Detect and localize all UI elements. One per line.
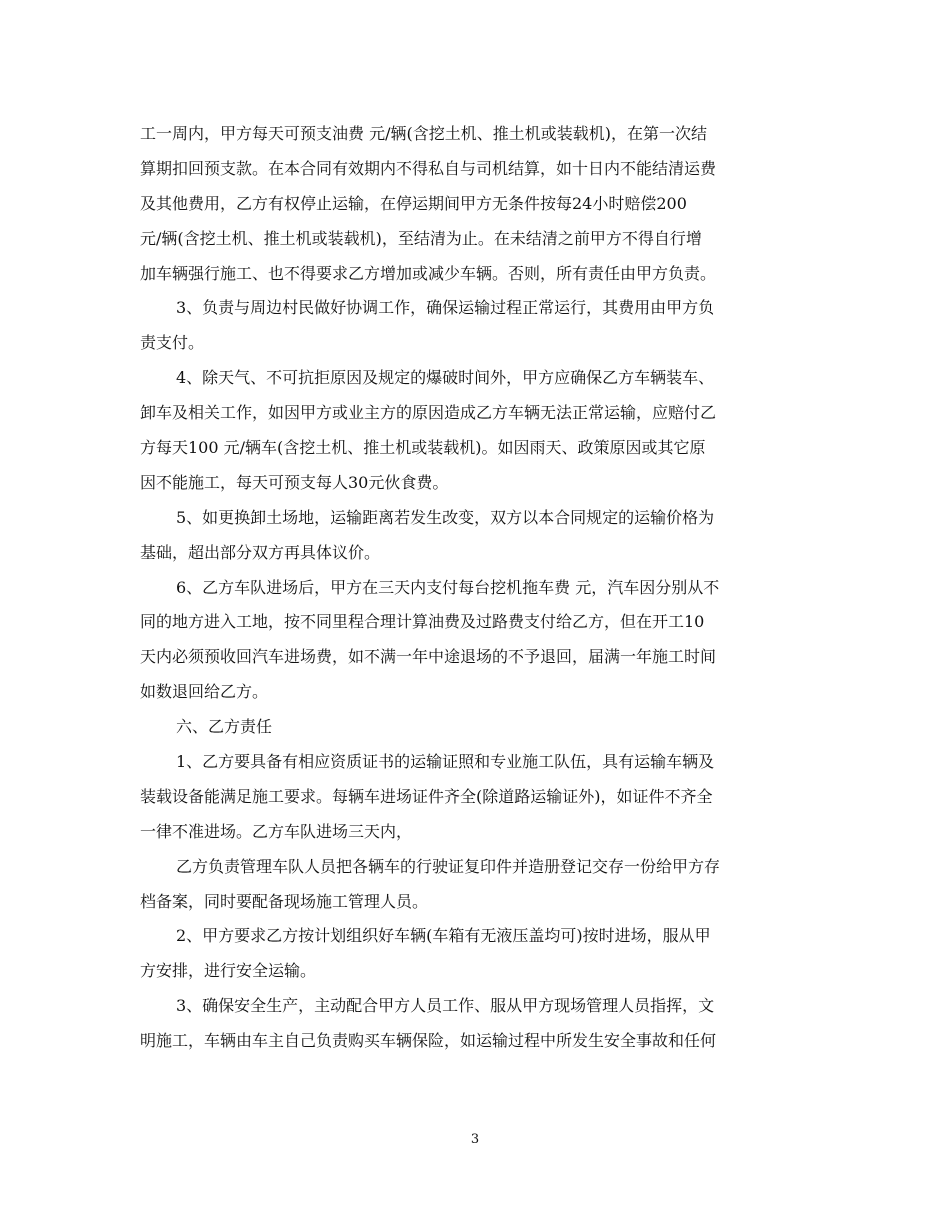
- text-line: 6、乙方车队进场后，甲方在三天内支付每台挖机拖车费 元，汽车因分别从不: [176, 577, 720, 597]
- text-line: 乙方负责管理车队人员把各辆车的行驶证复印件并造册登记交存一份给甲方存: [176, 856, 721, 876]
- text-line: 4、除天气、不可抗拒原因及规定的爆破时间外，甲方应确保乙方车辆装车、: [176, 368, 715, 388]
- text-line: 一律不准进场。乙方车队进场三天内，: [140, 821, 413, 841]
- document-body: [140, 117, 812, 1059]
- text-line: 工一周内，甲方每天可预支油费 元/辆(含挖土机、推土机或装载机)，在第一次结: [140, 124, 707, 143]
- text-line: 2、甲方要求乙方按计划组织好车辆(车箱有无液压盖均可)按时进场，服从甲: [176, 926, 711, 946]
- text-line: 3、确保安全生产，主动配合甲方人员工作、服从甲方现场管理人员指挥，文: [176, 996, 715, 1016]
- text-line: 5、如更换卸土场地，运输距离若发生改变，双方以本合同规定的运输价格为: [176, 507, 715, 527]
- text-line: 明施工，车辆由车主自己负责购买车辆保险，如运输过程中所发生安全事故和任何: [140, 1031, 717, 1051]
- text-line: 卸车及相关工作，如因甲方或业主方的原因造成乙方车辆无法正常运输，应赔付乙: [140, 403, 717, 423]
- text-line: 1、乙方要具备有相应资质证书的运输证照和专业施工队伍，具有运输车辆及: [176, 752, 715, 772]
- section-heading: 六、乙方责任: [176, 717, 273, 737]
- text-line: 同的地方进入工地，按不同里程合理计算油费及过路费支付给乙方，但在开工10: [140, 612, 705, 632]
- text-line: 责支付。: [140, 333, 205, 353]
- text-line: 元/辆(含挖土机、推土机或装载机)，至结清为止。在未结清之前甲方不得自行增: [140, 228, 702, 248]
- text-line: 装载设备能满足施工要求。每辆车进场证件齐全(除道路运输证外)，如证件不齐全: [140, 786, 713, 806]
- text-line: 因不能施工，每天可预支每人30元伙食费。: [140, 472, 449, 492]
- page-number: 3: [470, 1132, 480, 1147]
- text-line: 加车辆强行施工、也不得要求乙方增加或减少车辆。否则，所有责任由甲方负责。: [140, 263, 717, 283]
- text-line: 如数退回给乙方。: [140, 682, 269, 702]
- text-line: 算期扣回预支款。在本合同有效期内不得私自与司机结算，如十日内不能结清运费: [140, 158, 717, 178]
- text-line: 及其他费用，乙方有权停止运输，在停运期间甲方无条件按每24小时赔偿200: [140, 193, 687, 213]
- text-line: 方安排，进行安全运输。: [140, 961, 317, 981]
- text-line: 基础，超出部分双方再具体议价。: [140, 542, 381, 562]
- text-line: 3、负责与周边村民做好协调工作，确保运输过程正常运行，其费用由甲方负: [176, 298, 715, 318]
- text-line: 档备案，同时要配备现场施工管理人员。: [140, 891, 429, 911]
- text-line: 方每天100 元/辆车(含挖土机、推土机或装载机)。如因雨天、政策原因或其它原: [140, 438, 706, 458]
- text-line: 天内必须预收回汽车进场费，如不满一年中途退场的不予退回，届满一年施工时间: [140, 647, 717, 667]
